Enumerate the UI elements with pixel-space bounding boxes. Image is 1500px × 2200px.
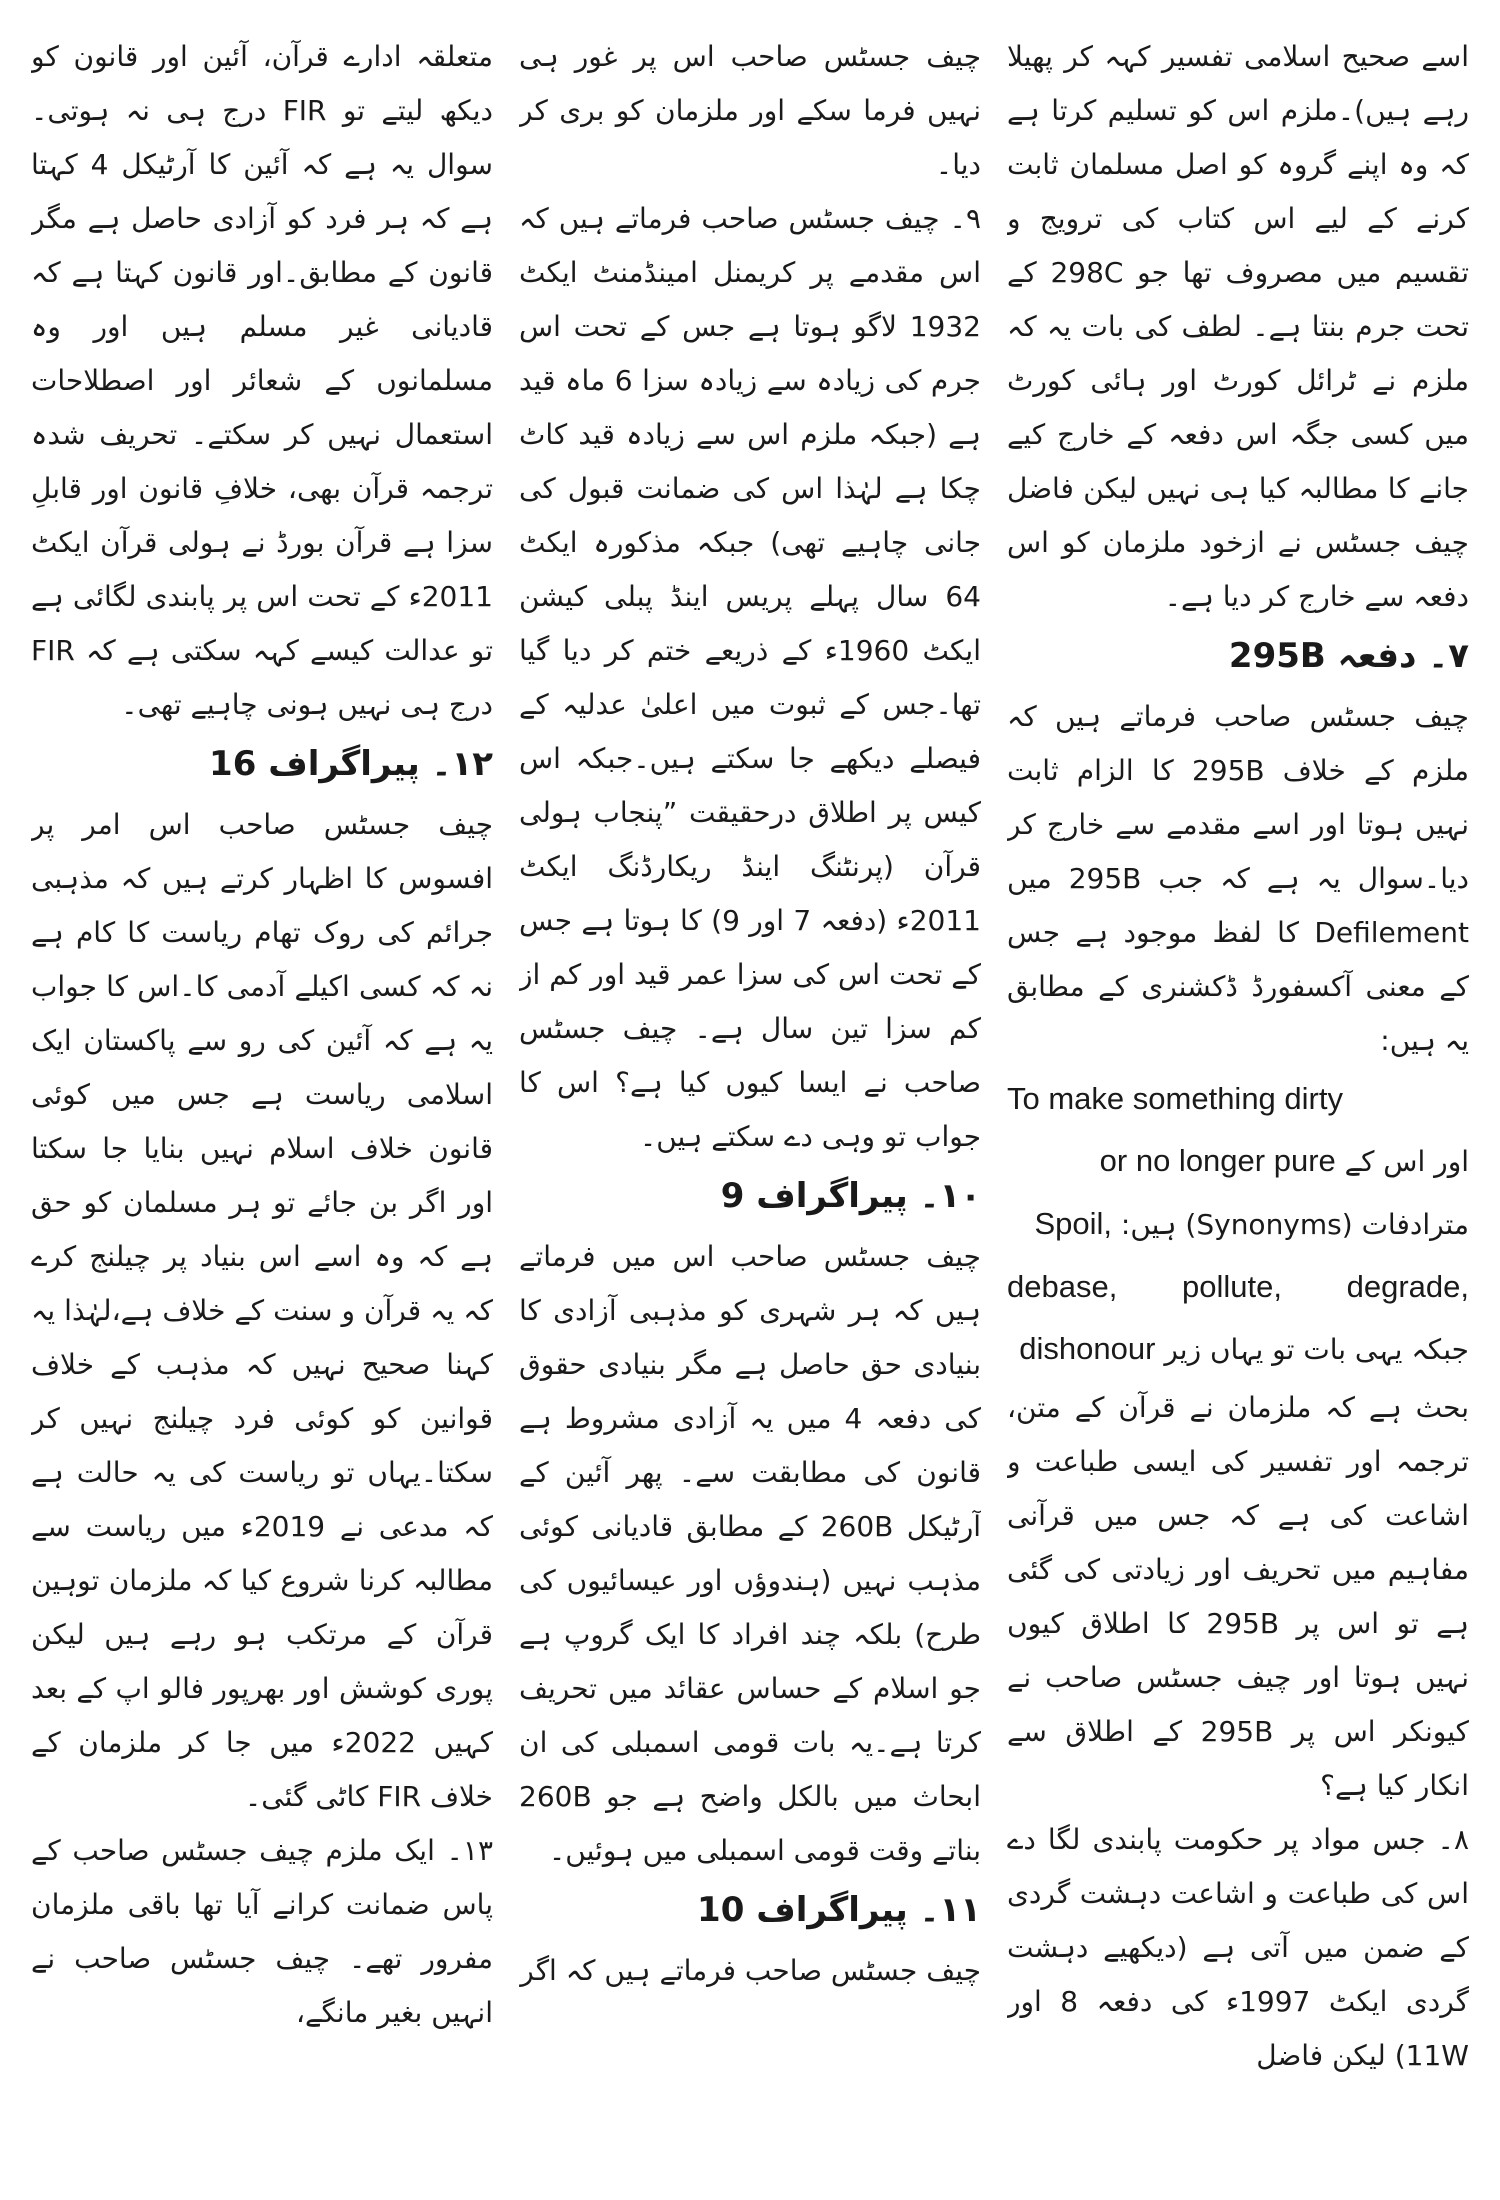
mixed-language-line [1007, 1130, 1469, 1193]
article-paragraph: چیف جسٹس صاحب اس امر پر افسوس کا اظہار کرتے ہیں کہ مذہبی جرائم کی روک تھام ریاست کا کام ہے نہ کہ کسی اکیلے آدمی کا۔اس کا جواب یہ ہے کہ آئین کی رو سے پاکستان ایک اسلامی ریاست ہے جس میں کوئی قانون خلاف اسلام نہیں بنایا جا سکتا اور اگر بن جائے تو ہر مسلمان کو حق ہے کہ وہ اسے اس بنیاد پر چیلنج کرے کہ یہ قرآن و سنت کے خلاف ہے،لہٰذا یہ کہنا صحیح نہیں کہ مذہب کے خلاف قوانین کو کوئی فرد چیلنج نہیں کر سکتا۔یہاں تو ریاست کی یہ حالت ہے کہ مدعی نے 2019ء میں ریاست سے مطالبہ کرنا شروع کیا کہ ملزمان توہین قرآن کے مرتکب ہو رہے ہیں لیکن پوری کوشش اور بھرپور فالو اپ کے بعد کہیں 2022ء میں جا کر ملزمان کے خلاف FIR کاٹی گئی۔ [31, 808, 493, 1813]
article-paragraph: ۸۔ جس مواد پر حکومت پابندی لگا دے اس کی طباعت و اشاعت دہشت گردی کے ضمن میں آتی ہے (دیکھیے دہشت گردی ایکٹ 1997ء کی دفعہ 8 اور 11W) لیکن فاضل [1007, 1823, 1469, 2072]
column-middle [519, 30, 981, 2180]
article-paragraph: چیف جسٹس صاحب اس میں فرماتے ہیں کہ ہر شہری کو مذہبی آزادی کا بنیادی حق حاصل ہے مگر بنیادی حقوق کی دفعہ 4 میں یہ آزادی مشروط ہے قانون کی مطابقت سے۔ پھر آئین کے آرٹیکل 260B کے مطابق قادیانی کوئی مذہب نہیں (ہندوؤں اور عیسائیوں کی طرح) بلکہ چند افراد کا ایک گروپ ہے جو اسلام کے حساس عقائد میں تحریف کرتا ہے۔یہ بات قومی اسمبلی کی ان ابحاث میں بالکل واضح ہے جو 260B بناتے وقت قومی اسمبلی میں ہوئیں۔ [519, 1240, 981, 1867]
urdu-fragment: جبکہ یہی بات تو یہاں زیر [1164, 1333, 1469, 1366]
urdu-fragment: مترادفات (Synonyms) ہیں: [1120, 1208, 1469, 1241]
english-definition-line: To make something dirty [1007, 1081, 1343, 1116]
article-paragraph: ۱۳۔ ایک ملزم چیف جسٹس صاحب کے پاس ضمانت کرانے آیا تھا باقی ملزمان مفرور تھے۔ چیف جسٹس صاحب نے انہیں بغیر مانگے، [31, 1834, 493, 2029]
urdu-fragment: اور اس کے [1344, 1145, 1469, 1178]
article-paragraph: ۹۔ چیف جسٹس صاحب فرماتے ہیں کہ اس مقدمے پر کریمنل امینڈمنٹ ایکٹ 1932 لاگو ہوتا ہے جس کے تحت اس جرم کی زیادہ سے زیادہ سزا 6 ماہ قید ہے (جبکہ ملزم اس سے زیادہ قید کاٹ چکا ہے لہٰذا اس کی ضمانت قبول کی جانی چاہیے تھی) جبکہ مذکورہ ایکٹ 64 سال پہلے پریس اینڈ پبلی کیشن ایکٹ 1960ء کے ذریعے ختم کر دیا گیا تھا۔جس کے ثبوت میں اعلیٰ عدلیہ کے فیصلے دیکھے جا سکتے ہیں۔جبکہ اس کیس پر اطلاق درحقیقت ”پنجاب ہولی قرآن (پرنٹنگ اینڈ ریکارڈنگ ایکٹ 2011ء (دفعہ 7 اور 9) کا ہوتا ہے جس کے تحت اس کی سزا عمر قید اور کم از کم سزا تین سال ہے۔ چیف جسٹس صاحب نے ایسا کیوں کیا ہے؟ اس کا جواب تو وہی دے سکتے ہیں۔ [519, 202, 981, 1153]
article-paragraph: بحث ہے کہ ملزمان نے قرآن کے متن، ترجمہ اور تفسیر کی ایسی طباعت و اشاعت کی ہے کہ جس میں قرآنی مفاہیم میں تحریف اور زیادتی کی گئی ہے تو اس پر 295B کا اطلاق کیوں نہیں ہوتا اور چیف جسٹس صاحب نے کیونکر اس پر 295B کے اطلاق سے انکار کیا ہے؟ [1007, 1391, 1469, 1802]
section-heading: ۷۔ دفعہ 295B [1228, 636, 1469, 676]
english-fragment: or no longer pure [1099, 1143, 1336, 1178]
column-right [1007, 30, 1469, 2180]
section-heading: ۱۲۔ پیراگراف 16 [209, 744, 493, 784]
english-definition-line: debase, pollute, degrade, [1007, 1269, 1469, 1304]
article-paragraph: چیف جسٹس صاحب فرماتے ہیں کہ اگر [520, 1954, 981, 1987]
english-fragment: Spoil, [1034, 1206, 1112, 1241]
english-fragment: dishonour [1019, 1331, 1156, 1366]
column-left [31, 30, 493, 2180]
mixed-language-line [1007, 1318, 1469, 1381]
article-paragraph: چیف جسٹس صاحب اس پر غور ہی نہیں فرما سکے اور ملزمان کو بری کر دیا۔ [519, 40, 981, 181]
section-heading: ۱۱۔ پیراگراف 10 [697, 1890, 981, 1930]
article-paragraph: اسے صحیح اسلامی تفسیر کہہ کر پھیلا رہے ہیں)۔ملزم اس کو تسلیم کرتا ہے کہ وہ اپنے گروہ کو اصل مسلمان ثابت کرنے کے لیے اس کتاب کی ترویج و تقسیم میں مصروف تھا جو 298C کے تحت جرم بنتا ہے۔ لطف کی بات یہ کہ ملزم نے ٹرائل کورٹ اور ہائی کورٹ میں کسی جگہ اس دفعہ کے خارج کیے جانے کا مطالبہ کیا ہی نہیں لیکن فاضل چیف جسٹس نے ازخود ملزمان کو اس دفعہ سے خارج کر دیا ہے۔ [1007, 40, 1469, 613]
section-heading: ۱۰۔ پیراگراف 9 [720, 1176, 981, 1216]
article-paragraph: متعلقہ ادارے قرآن، آئین اور قانون کو دیکھ لیتے تو FIR درج ہی نہ ہوتی۔سوال یہ ہے کہ آئین کا آرٹیکل 4 کہتا ہے کہ ہر فرد کو آزادی حاصل ہے مگر قانون کے مطابق۔اور قانون کہتا ہے کہ قادیانی غیر مسلم ہیں اور وہ مسلمانوں کے شعائر اور اصطلاحات استعمال نہیں کر سکتے۔ تحریف شدہ ترجمہ قرآن بھی، خلافِ قانون اور قابلِ سزا ہے قرآن بورڈ نے ہولی قرآن ایکٹ 2011ء کے تحت اس پر پابندی لگائی ہے تو عدالت کیسے کہہ سکتی ہے کہ FIR درج ہی نہیں ہونی چاہیے تھی۔ [31, 40, 493, 721]
article-paragraph: چیف جسٹس صاحب فرماتے ہیں کہ ملزم کے خلاف 295B کا الزام ثابت نہیں ہوتا اور اسے مقدمے سے خارج کر دیا۔سوال یہ ہے کہ جب 295B میں Defilement کا لفظ موجود ہے جس کے معنی آکسفورڈ ڈکشنری کے مطابق یہ ہیں: [1007, 700, 1469, 1057]
mixed-language-line [1007, 1193, 1469, 1256]
